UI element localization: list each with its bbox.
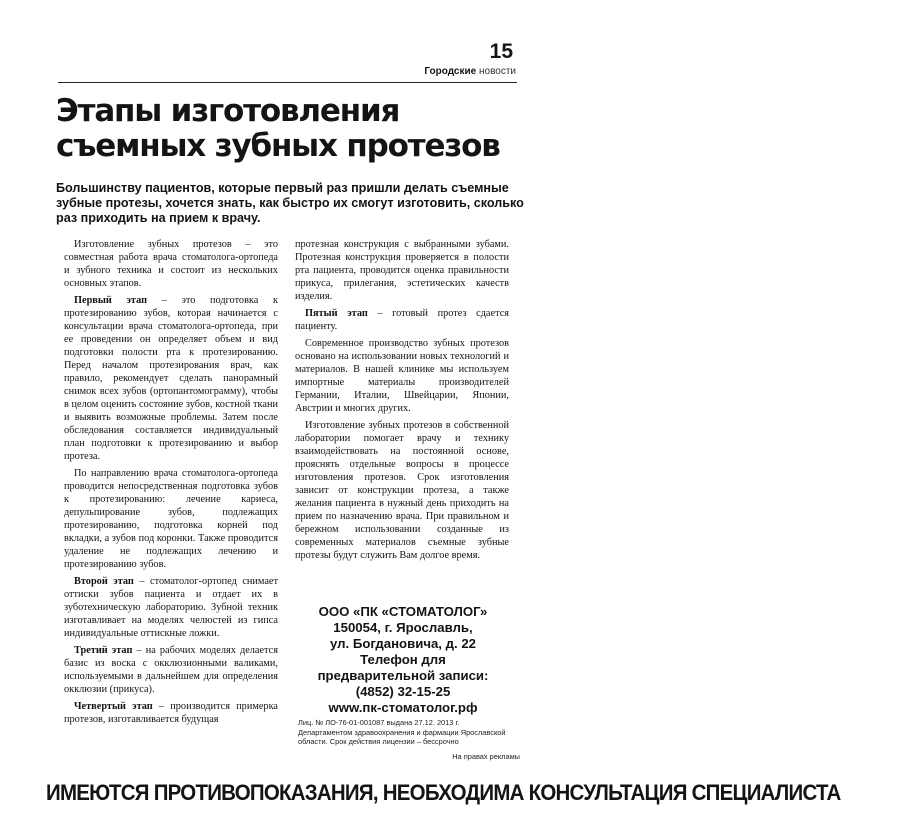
article-title	[56, 94, 526, 164]
right-column	[295, 238, 509, 566]
phone-label-line2: предварительной записи:	[317, 668, 489, 683]
left-paragraph: Второй этап – стоматолог-ортопед снимает оттиски зубов пациента и отдает их в зуботехническую лабораторию. Зубной техник изготавливает на моделях челюстей из гипса индивидуальные оттискные ложки.	[64, 576, 279, 639]
footer-warning-text: ИМЕЮТСЯ ПРОТИВОПОКАЗАНИЯ, НЕОБХОДИМА КОНСУЛЬТАЦИЯ СПЕЦИАЛИСТА	[46, 780, 841, 805]
phone-number: (4852) 32-15-25	[355, 684, 451, 699]
website: www.пк-стоматолог.рф	[328, 700, 478, 715]
address-line2: ул. Богдановича, д. 22	[329, 636, 476, 651]
contact-block	[296, 604, 510, 716]
phone-label-line1: Телефон для	[360, 652, 446, 667]
left-paragraph: По направлению врача стоматолога-ортопеда проводится непосредственная подготовка зубов к протезированию: лечение кариеса, депульпирование зубов, подлежащих протезированию, подготовка корней под вкладки, а зубов под коронки. Также проводится удаление не подлежащих лечению и протезированию зубов.	[64, 468, 278, 570]
ad-note: На правах рекламы	[452, 752, 520, 761]
header-rule	[58, 82, 517, 83]
license-text: Лиц. № ЛО-76-01-001087 выдана 27.12. 2013 г. Департаментом здравоохранения и фармации Ярославской области. Срок действия лицензии – бессрочно	[298, 718, 506, 746]
article-title-line1: Этапы изготовления	[56, 93, 400, 129]
section-name	[424, 66, 516, 77]
footer-warning	[46, 770, 841, 816]
company-name: ООО «ПК «СТОМАТОЛОГ»	[318, 604, 488, 619]
left-paragraph: Третий этап – на рабочих моделях делается базис из воска с окклюзионными валиками, используемыми в дальнейшем для определения окклюзии (прикуса).	[64, 645, 278, 695]
left-paragraph: Изготовление зубных протезов – это совместная работа врача стоматолога-ортопеда и зубного техника и состоит из нескольких основных этапов.	[64, 239, 278, 289]
right-paragraph: Изготовление зубных протезов в собственной лаборатории помогает врачу и технику взаимодействовать на постоянной основе, прояснять отдельные вопросы в процессе изготовления протезов. Срок изготовления зависит от конструкции протеза, а также желания пациента в нужный день приходить на прием по назначению врача. При правильном и бережном использовании созданные из современных материалов съемные зубные протезы будут служить Вам долгое время.	[295, 420, 509, 561]
right-paragraph: протезная конструкция с выбранными зубами. Протезная конструкция проверяется в полости рта пациента, проводится оценка правильности прикуса, прилегания, эстетических качеств изделия.	[295, 239, 509, 302]
article-lead: Большинству пациентов, которые первый раз пришли делать съемные зубные протезы, хочется знать, как быстро их смогут изготовить, сколько раз приходить на прием к врачу.	[56, 181, 524, 225]
right-paragraph: Пятый этап – готовый протез сдается пациенту.	[295, 308, 510, 332]
section-name-bold: Городские	[424, 66, 477, 77]
left-column	[64, 238, 278, 730]
page-number: 15	[489, 40, 513, 63]
article-title-line2: съемных зубных протезов	[56, 128, 500, 164]
right-paragraph: Современное производство зубных протезов основано на использовании новых технологий и материалов. В нашей клинике мы используем импортные материалы производителей Германии, Италии, Швейцарии, Японии, Австрии и многих других.	[295, 338, 509, 414]
section-name-light: новости	[478, 66, 516, 77]
address-line1: 150054, г. Ярославль,	[333, 620, 473, 635]
left-paragraph: Четвертый этап – производится примерка протезов, изготавливается будущая	[64, 701, 278, 725]
left-paragraph: Первый этап – это подготовка к протезированию зубов, которая начинается с консультации врача стоматолога-ортопеда, при ее проведении он определяет объем и вид подготовки полости рта к протезированию. Перед началом протезирования врач, как правило, рекомендует сделать панорамный снимок всех зубов (ортопантомограмму), чтобы в целом оценить состояние зубов, костной ткани и выявить возможные проблемы. Затем после обследования составляется индивидуальный план подготовки к протезированию и выбор протеза.	[64, 295, 278, 462]
